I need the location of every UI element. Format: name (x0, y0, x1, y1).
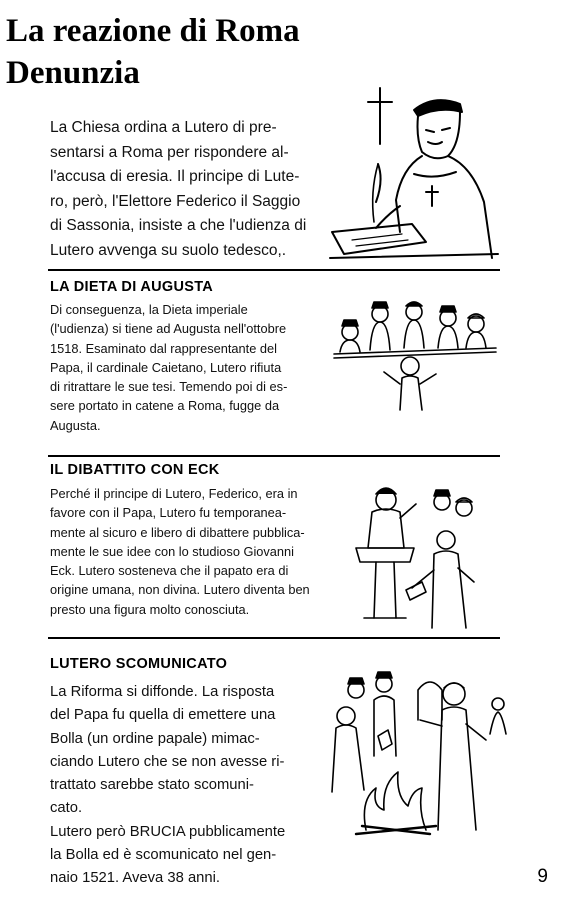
section-heading-scomunicato: LUTERO SCOMUNICATO (50, 656, 228, 672)
text-line: Eck. Lutero sosteneva che il papato era di (50, 563, 289, 579)
pope-writing-illustration (322, 82, 504, 264)
diet-assembly-illustration (330, 292, 500, 412)
text-line: presto una figura molto conosciuta. (50, 601, 250, 617)
text-line: cato. (50, 800, 83, 817)
text-line: mente al sicuro e libero di dibattere pubblica- (50, 524, 305, 540)
text-line: Perché il principe di Lutero, Federico, era in (50, 486, 298, 501)
section-divider (48, 269, 500, 271)
title-line-1: La reazione di Roma (6, 13, 300, 49)
text-line: mente le sue idee con lo studioso Giovanni (50, 543, 295, 559)
text-line: Lutero però BRUCIA pubblicamente (50, 823, 286, 840)
text-line: ciando Lutero che se non avesse ri- (50, 753, 285, 770)
text-line: Augusta. (50, 417, 101, 433)
text-line: del Papa fu quella di emettere una (50, 707, 276, 724)
bull-burning-illustration (326, 660, 516, 838)
page-title (6, 10, 300, 94)
intro-line: ro, però, l'Elettore Federico il Saggio (50, 192, 301, 210)
page-number: 9 (537, 866, 548, 887)
section-divider (48, 455, 500, 457)
section-text-scomunicato (50, 681, 340, 891)
text-line: Papa, il cardinale Caietano, Lutero rifiuta (50, 359, 282, 375)
text-line: origine umana, non divina. Lutero diventa ben (50, 582, 310, 598)
text-line: Bolla (un ordine papale) mimac- (50, 730, 260, 747)
text-line: (l'udienza) si tiene ad Augusta nell'ottobre (50, 321, 287, 337)
section-heading-dibattito: IL DIBATTITO CON ECK (50, 462, 220, 478)
debate-pulpit-illustration (346, 478, 484, 630)
text-line: naio 1521. Aveva 38 anni. (50, 870, 221, 887)
text-line: Di conseguenza, la Dieta imperiale (50, 302, 248, 317)
intro-line: Lutero avvenga su suolo tedesco,. (50, 241, 287, 259)
text-line: di ritrattare le sue tesi. Temendo poi di es- (50, 379, 288, 395)
intro-line: La Chiesa ordina a Lutero di pre- (50, 119, 277, 136)
intro-line: di Sassonia, insiste a che l'udienza di (50, 217, 307, 234)
section-heading-dieta: LA DIETA DI AUGUSTA (50, 279, 214, 295)
text-line: La Riforma si diffonde. La risposta (50, 684, 275, 700)
text-line: favore con il Papa, Lutero fu temporanea- (50, 505, 287, 521)
intro-line: sentarsi a Roma per rispondere al- (50, 143, 289, 161)
text-line: 1518. Esaminato dal rappresentante del (50, 340, 277, 356)
section-divider (48, 637, 500, 639)
intro-paragraph (50, 116, 350, 263)
section-text-dibattito (50, 484, 350, 619)
text-line: sere portato in catene a Roma, fugge da (50, 398, 280, 414)
text-line: trattato sarebbe stato scomuni- (50, 777, 254, 794)
title-line-2: Denunzia (6, 55, 140, 91)
text-line: la Bolla ed è scomunicato nel gen- (50, 847, 277, 864)
intro-line: l'accusa di eresia. Il principe di Lute- (50, 168, 300, 185)
section-text-dieta (50, 300, 350, 435)
